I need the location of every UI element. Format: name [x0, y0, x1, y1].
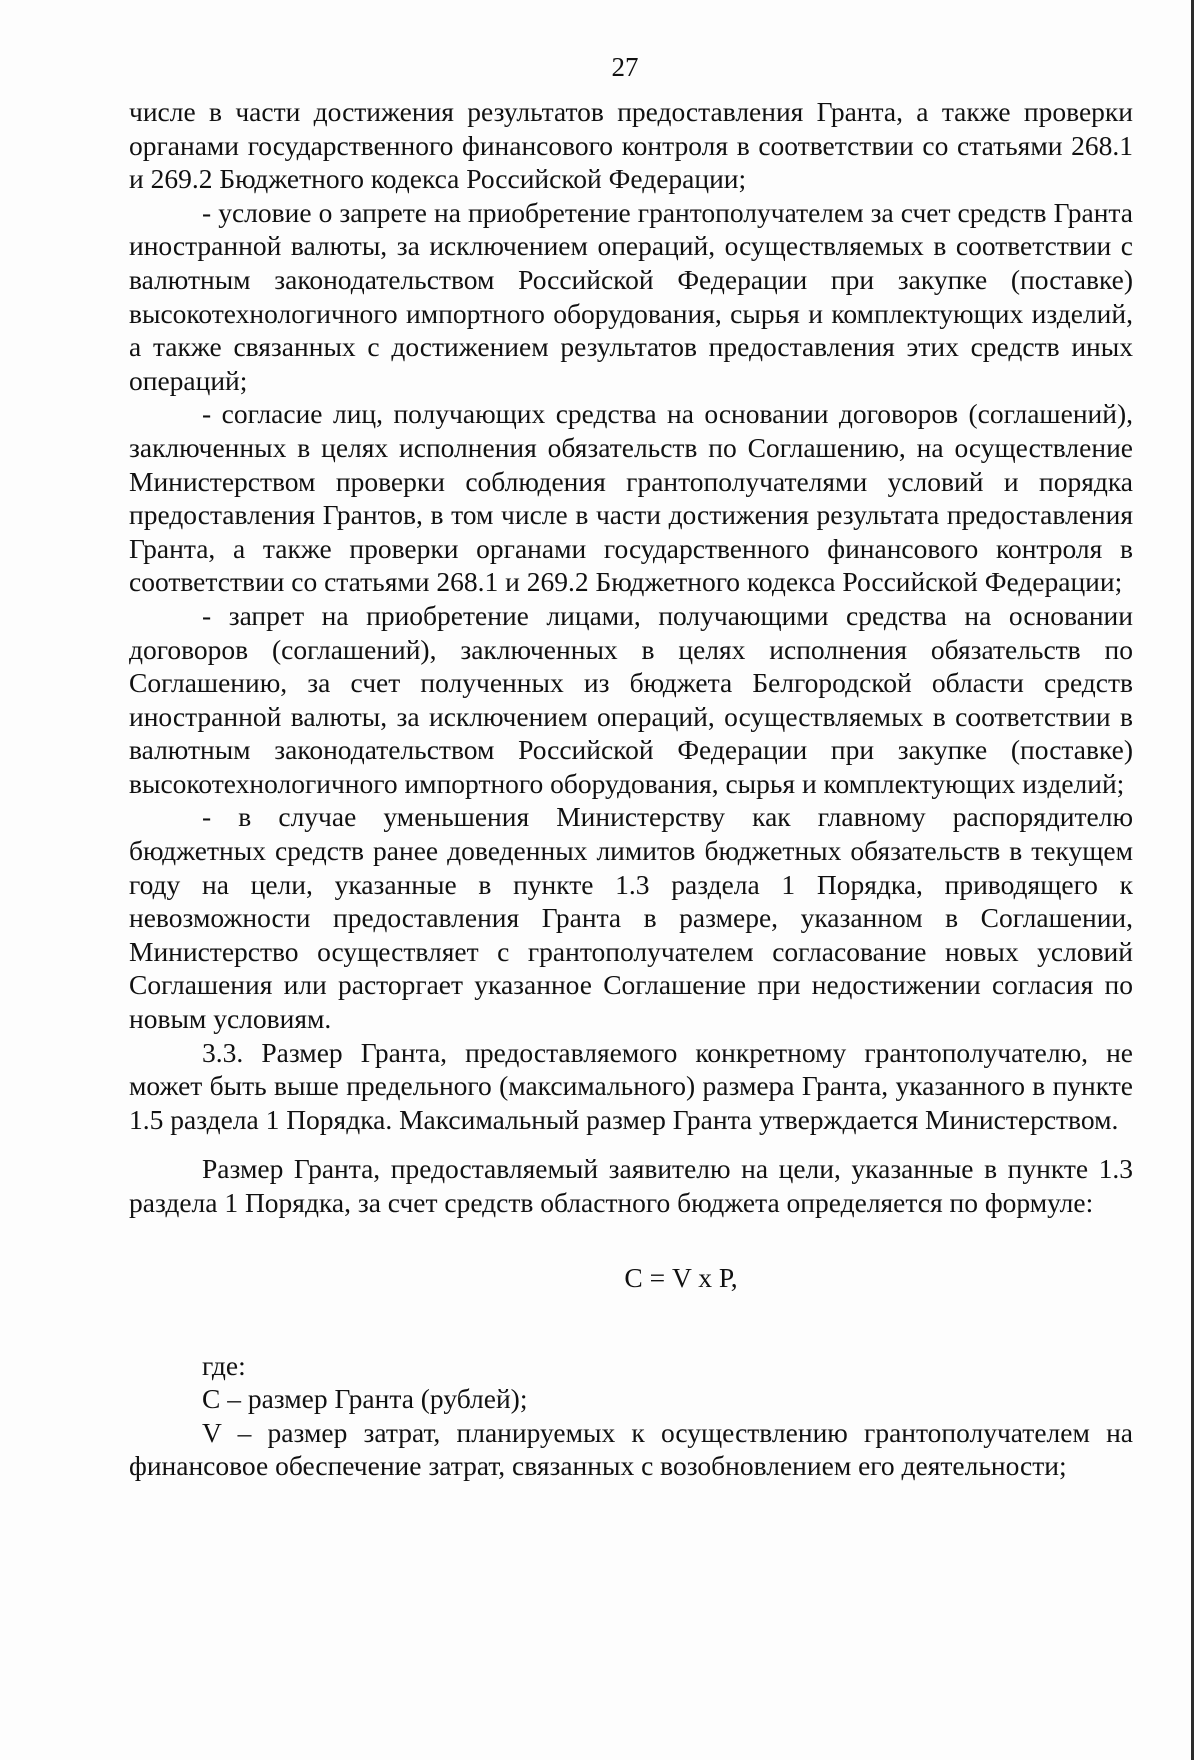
- paragraph-3-3: 3.3. Размер Гранта, предоставляемого конкретному грантополучателю, не может быть выше предельного (максимального) размера Гранта, указанного в пункте 1.5 раздела 1 Порядка. Максимальный размер Гранта утверждается Министерством.: [129, 1036, 1133, 1135]
- document-body: [129, 95, 1133, 1483]
- definition-where: где:: [202, 1349, 246, 1381]
- definition-c: С – размер Гранта (рублей);: [202, 1383, 528, 1415]
- paragraph-currency-ban: - условие о запрете на приобретение грантополучателем за счет средств Гранта иностранной валюты, за исключением операций, осуществляемых в соответствии с валютным законодательством Российской Федерации при закупке (поставке) высокотехнологичного импортного оборудования, сырья и комплектующих изделий, а также связанных с достижением результатов предоставления этих средств иных операций;: [129, 196, 1133, 396]
- grant-formula: С = V х Р,: [624, 1261, 738, 1293]
- paragraph-consent: - согласие лиц, получающих средства на основании договоров (соглашений), заключенных в целях исполнения обязательств по Соглашению, на осуществление Министерством проверки соблюдения грантополучателями условий и порядка предоставления Грантов, в том числе в части достижения результата предоставления Гранта, а также проверки органами государственного финансового контроля в соответствии со статьями 268.1 и 269.2 Бюджетного кодекса Российской Федерации;: [129, 398, 1133, 598]
- paragraph-persons-ban: - запрет на приобретение лицами, получающими средства на основании договоров (соглашений), заключенных в целях исполнения обязательств по Соглашению, за счет полученных из бюджета Белгородской области средств иностранной валюты, за исключением операций, осуществляемых в соответствии в валютным законодательством Российской Федерации при закупке (поставке) высокотехнологичного импортного оборудования, сырья и комплектующих изделий;: [129, 599, 1133, 799]
- paragraph-limits-reduction: - в случае уменьшения Министерству как главному распорядителю бюджетных средств ранее доведенных лимитов бюджетных обязательств в текущем году на цели, указанные в пункте 1.3 раздела 1 Порядка, приводящего к невозможности предоставления Гранта в размере, указанном в Соглашении, Министерство осуществляет с грантополучателем согласование новых условий Соглашения или расторгает указанное Соглашение при недостижении согласия по новым условиям.: [129, 801, 1133, 1035]
- paragraph-grant-size: Размер Гранта, предоставляемый заявителю на цели, указанные в пункте 1.3 раздела 1 Порядка, за счет средств областного бюджета определяется по формуле:: [129, 1153, 1133, 1218]
- definition-v: V – размер затрат, планируемых к осуществлению грантополучателем на финансовое обеспечение затрат, связанных с возобновлением его деятельности;: [129, 1416, 1133, 1482]
- page-number: 27: [611, 52, 639, 82]
- scan-edge: [1191, 0, 1194, 1760]
- paragraph-continuation: числе в части достижения результатов предоставления Гранта, а также проверки органами государственного финансового контроля в соответствии со статьями 268.1 и 269.2 Бюджетного кодекса Российской Федерации;: [129, 96, 1133, 195]
